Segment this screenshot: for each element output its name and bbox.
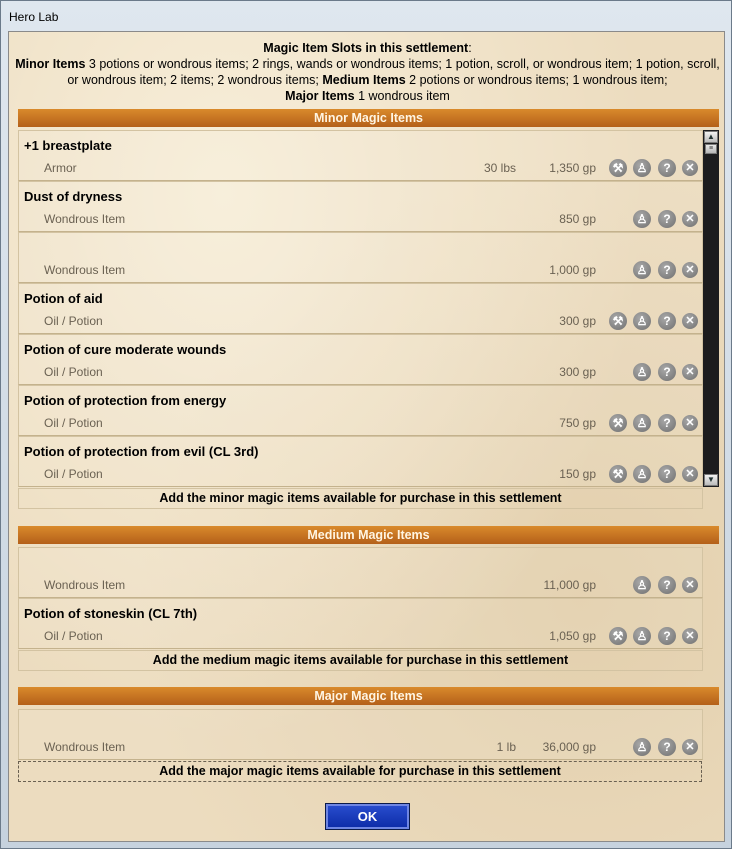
- list-item[interactable]: [18, 709, 703, 760]
- customize-icon[interactable]: ⚒: [609, 465, 627, 483]
- delete-icon[interactable]: ✕: [682, 739, 698, 755]
- item-name: Dust of dryness: [24, 189, 123, 204]
- add-major-items-button[interactable]: Add the major magic items available for purchase in this settlement: [18, 761, 702, 782]
- item-cost: 1,350 gp: [549, 161, 596, 175]
- item-category: Oil / Potion: [44, 629, 103, 643]
- list-item[interactable]: [18, 385, 703, 436]
- item-cost: 750 gp: [559, 416, 596, 430]
- owner-icon[interactable]: ♙: [633, 627, 651, 645]
- major-items-text: 1 wondrous item: [358, 89, 450, 103]
- owner-icon[interactable]: ♙: [633, 465, 651, 483]
- item-category: Oil / Potion: [44, 416, 103, 430]
- window-title: Hero Lab: [9, 10, 59, 24]
- item-weight: 30 lbs: [483, 161, 516, 175]
- delete-icon[interactable]: ✕: [682, 211, 698, 227]
- item-name: Potion of aid: [24, 291, 103, 306]
- owner-icon[interactable]: ♙: [633, 414, 651, 432]
- ok-button[interactable]: OK: [325, 803, 410, 830]
- help-icon[interactable]: ?: [658, 414, 676, 432]
- minor-item-list: [18, 130, 703, 487]
- slots-summary: Magic Item Slots in this settlement: Minor Items 3 potions or wondrous items; 2 rings, wands or wondrous items; 1 potion, scroll, or wondrous item; 1 potion, scroll, or wondrous item; 2 items; 2 wondrous items; Medium Items 2 potions or wondrous items; 1 wondrous item; Major Items 1 wondrous item: [15, 41, 720, 103]
- help-icon[interactable]: ?: [658, 627, 676, 645]
- delete-icon[interactable]: ✕: [682, 262, 698, 278]
- list-item[interactable]: [18, 547, 703, 598]
- owner-icon[interactable]: ♙: [633, 159, 651, 177]
- help-icon[interactable]: ?: [658, 738, 676, 756]
- delete-icon[interactable]: ✕: [682, 160, 698, 176]
- owner-icon[interactable]: ♙: [633, 261, 651, 279]
- item-cost: 850 gp: [559, 212, 596, 226]
- add-minor-items-button[interactable]: Add the minor magic items available for purchase in this settlement: [18, 488, 703, 509]
- item-name: Potion of protection from energy: [24, 393, 227, 408]
- list-item[interactable]: [18, 334, 703, 385]
- item-cost: 1,050 gp: [549, 629, 596, 643]
- delete-icon[interactable]: ✕: [682, 466, 698, 482]
- item-category: Wondrous Item: [44, 212, 126, 226]
- item-category: Wondrous Item: [44, 263, 126, 277]
- item-category: Oil / Potion: [44, 467, 103, 481]
- list-item[interactable]: [18, 232, 703, 283]
- minor-items-text: 3 potions or wondrous items; 2 rings, wands or wondrous items; 1 potion, scroll, or wondrous item; 1 potion, scroll, or wondrous item; 2 items; 2 wondrous items;: [67, 57, 720, 87]
- item-category: Wondrous Item: [44, 578, 126, 592]
- owner-icon[interactable]: ♙: [633, 210, 651, 228]
- major-item-list: [18, 709, 703, 760]
- help-icon[interactable]: ?: [658, 363, 676, 381]
- scroll-down-button[interactable]: ▼: [704, 474, 718, 486]
- item-name: Potion of protection from evil (CL 3rd): [24, 444, 259, 459]
- delete-icon[interactable]: ✕: [682, 313, 698, 329]
- scroll-up-button[interactable]: ▲: [704, 131, 718, 143]
- item-category: Wondrous Item: [44, 740, 126, 754]
- dialog-content: [8, 31, 725, 842]
- help-icon[interactable]: ?: [658, 159, 676, 177]
- item-cost: 11,000 gp: [543, 578, 596, 592]
- item-cost: 300 gp: [559, 314, 596, 328]
- list-item[interactable]: [18, 436, 703, 487]
- item-cost: 150 gp: [559, 467, 596, 481]
- owner-icon[interactable]: ♙: [633, 738, 651, 756]
- slots-heading: Magic Item Slots in this settlement: [263, 41, 469, 55]
- delete-icon[interactable]: ✕: [682, 415, 698, 431]
- item-name: Potion of cure moderate wounds: [24, 342, 227, 357]
- item-weight: 1 lb: [496, 740, 516, 754]
- owner-icon[interactable]: ♙: [633, 312, 651, 330]
- medium-items-label: Medium Items: [322, 73, 406, 87]
- delete-icon[interactable]: ✕: [682, 577, 698, 593]
- item-name: Potion of stoneskin (CL 7th): [24, 606, 198, 621]
- customize-icon[interactable]: ⚒: [609, 312, 627, 330]
- item-category: Armor: [44, 161, 77, 175]
- scroll-thumb[interactable]: ≡: [705, 144, 717, 154]
- minor-list-scrollbar[interactable]: [703, 130, 719, 487]
- list-item[interactable]: [18, 283, 703, 334]
- add-medium-items-button[interactable]: Add the medium magic items available for purchase in this settlement: [18, 650, 703, 671]
- medium-items-text: 2 potions or wondrous items; 1 wondrous item;: [409, 73, 668, 87]
- owner-icon[interactable]: ♙: [633, 576, 651, 594]
- customize-icon[interactable]: ⚒: [609, 627, 627, 645]
- list-item[interactable]: [18, 130, 703, 181]
- delete-icon[interactable]: ✕: [682, 628, 698, 644]
- item-category: Oil / Potion: [44, 314, 103, 328]
- medium-item-list: [18, 547, 703, 649]
- medium-section-header: Medium Magic Items: [18, 526, 719, 544]
- major-items-label: Major Items: [285, 89, 355, 103]
- item-cost: 300 gp: [559, 365, 596, 379]
- item-cost: 36,000 gp: [542, 740, 596, 754]
- major-section-header: Major Magic Items: [18, 687, 719, 705]
- help-icon[interactable]: ?: [658, 261, 676, 279]
- item-category: Oil / Potion: [44, 365, 103, 379]
- list-item[interactable]: [18, 598, 703, 649]
- help-icon[interactable]: ?: [658, 210, 676, 228]
- customize-icon[interactable]: ⚒: [609, 414, 627, 432]
- owner-icon[interactable]: ♙: [633, 363, 651, 381]
- help-icon[interactable]: ?: [658, 576, 676, 594]
- customize-icon[interactable]: ⚒: [609, 159, 627, 177]
- list-item[interactable]: [18, 181, 703, 232]
- minor-items-label: Minor Items: [15, 57, 86, 71]
- delete-icon[interactable]: ✕: [682, 364, 698, 380]
- item-name: +1 breastplate: [24, 138, 112, 153]
- help-icon[interactable]: ?: [658, 465, 676, 483]
- item-cost: 1,000 gp: [549, 263, 596, 277]
- minor-section-header: Minor Magic Items: [18, 109, 719, 127]
- help-icon[interactable]: ?: [658, 312, 676, 330]
